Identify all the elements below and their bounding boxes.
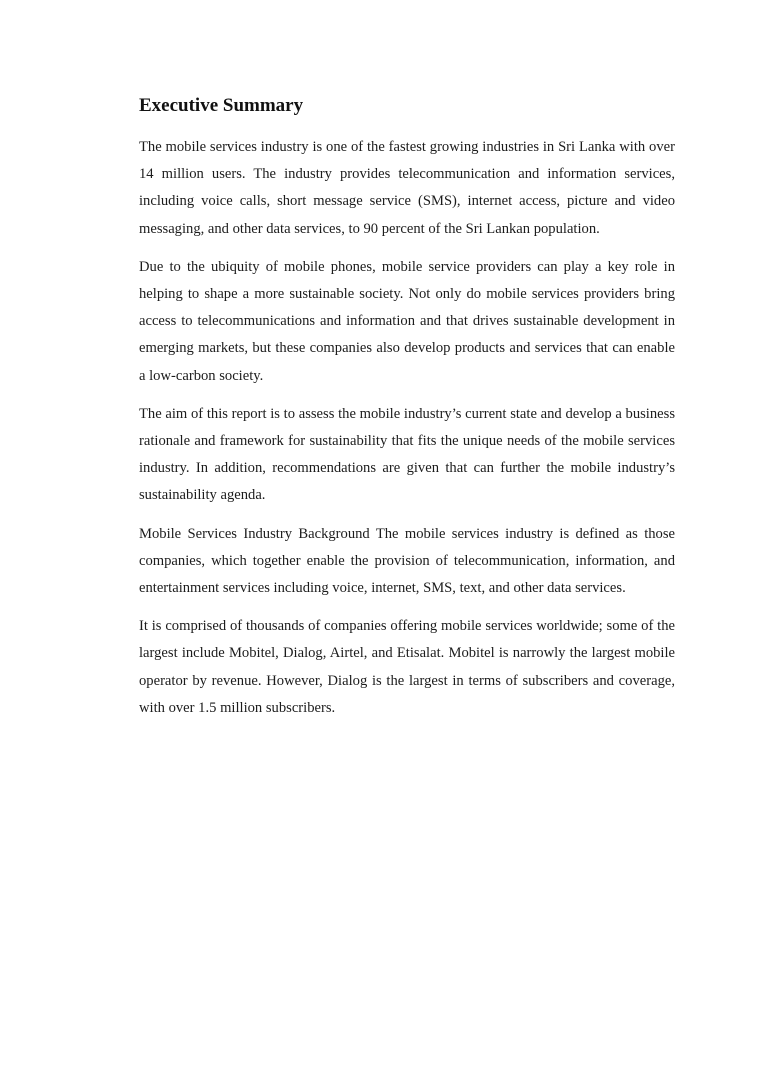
paragraph-industry-overview: The mobile services industry is one of the fastest growing industries in Sri Lanka with over 14 million users. The industry provides telecommunication and information services, including voice calls, short message service (SMS), internet access, picture and video messaging, and other data services, to 90 percent of the Sri Lankan population.	[139, 139, 675, 237]
paragraph-report-aim: The aim of this report is to assess the mobile industry’s current state and develop a business rationale and framework for sustainability that fits the unique needs of the mobile services industry. In addition, recommendations are given that can further the mobile industry’s sustainability agenda.	[139, 405, 675, 504]
paragraph-industry-background: Mobile Services Industry Background The mobile services industry is defined as those companies, which together enable the provision of telecommunication, information, and entertainment services including voice, internet, SMS, text, and other data services.	[139, 525, 675, 597]
page-title: Executive Summary	[139, 95, 304, 116]
document-body	[139, 92, 675, 733]
paragraph-sustainability-role: Due to the ubiquity of mobile phones, mobile service providers can play a key role in helping to shape a more sustainable society. Not only do mobile services providers bring access to telecommunications and information and that drives sustainable development in emerging markets, but these companies also develop products and services that can enable a low-carbon society.	[139, 258, 675, 384]
paragraph-major-operators: It is comprised of thousands of companies offering mobile services worldwide; some of the largest include Mobitel, Dialog, Airtel, and Etisalat. Mobitel is narrowly the largest mobile operator by revenue. However, Dialog is the largest in terms of subscribers and coverage, with over 1.5 million subscribers.	[139, 618, 675, 716]
